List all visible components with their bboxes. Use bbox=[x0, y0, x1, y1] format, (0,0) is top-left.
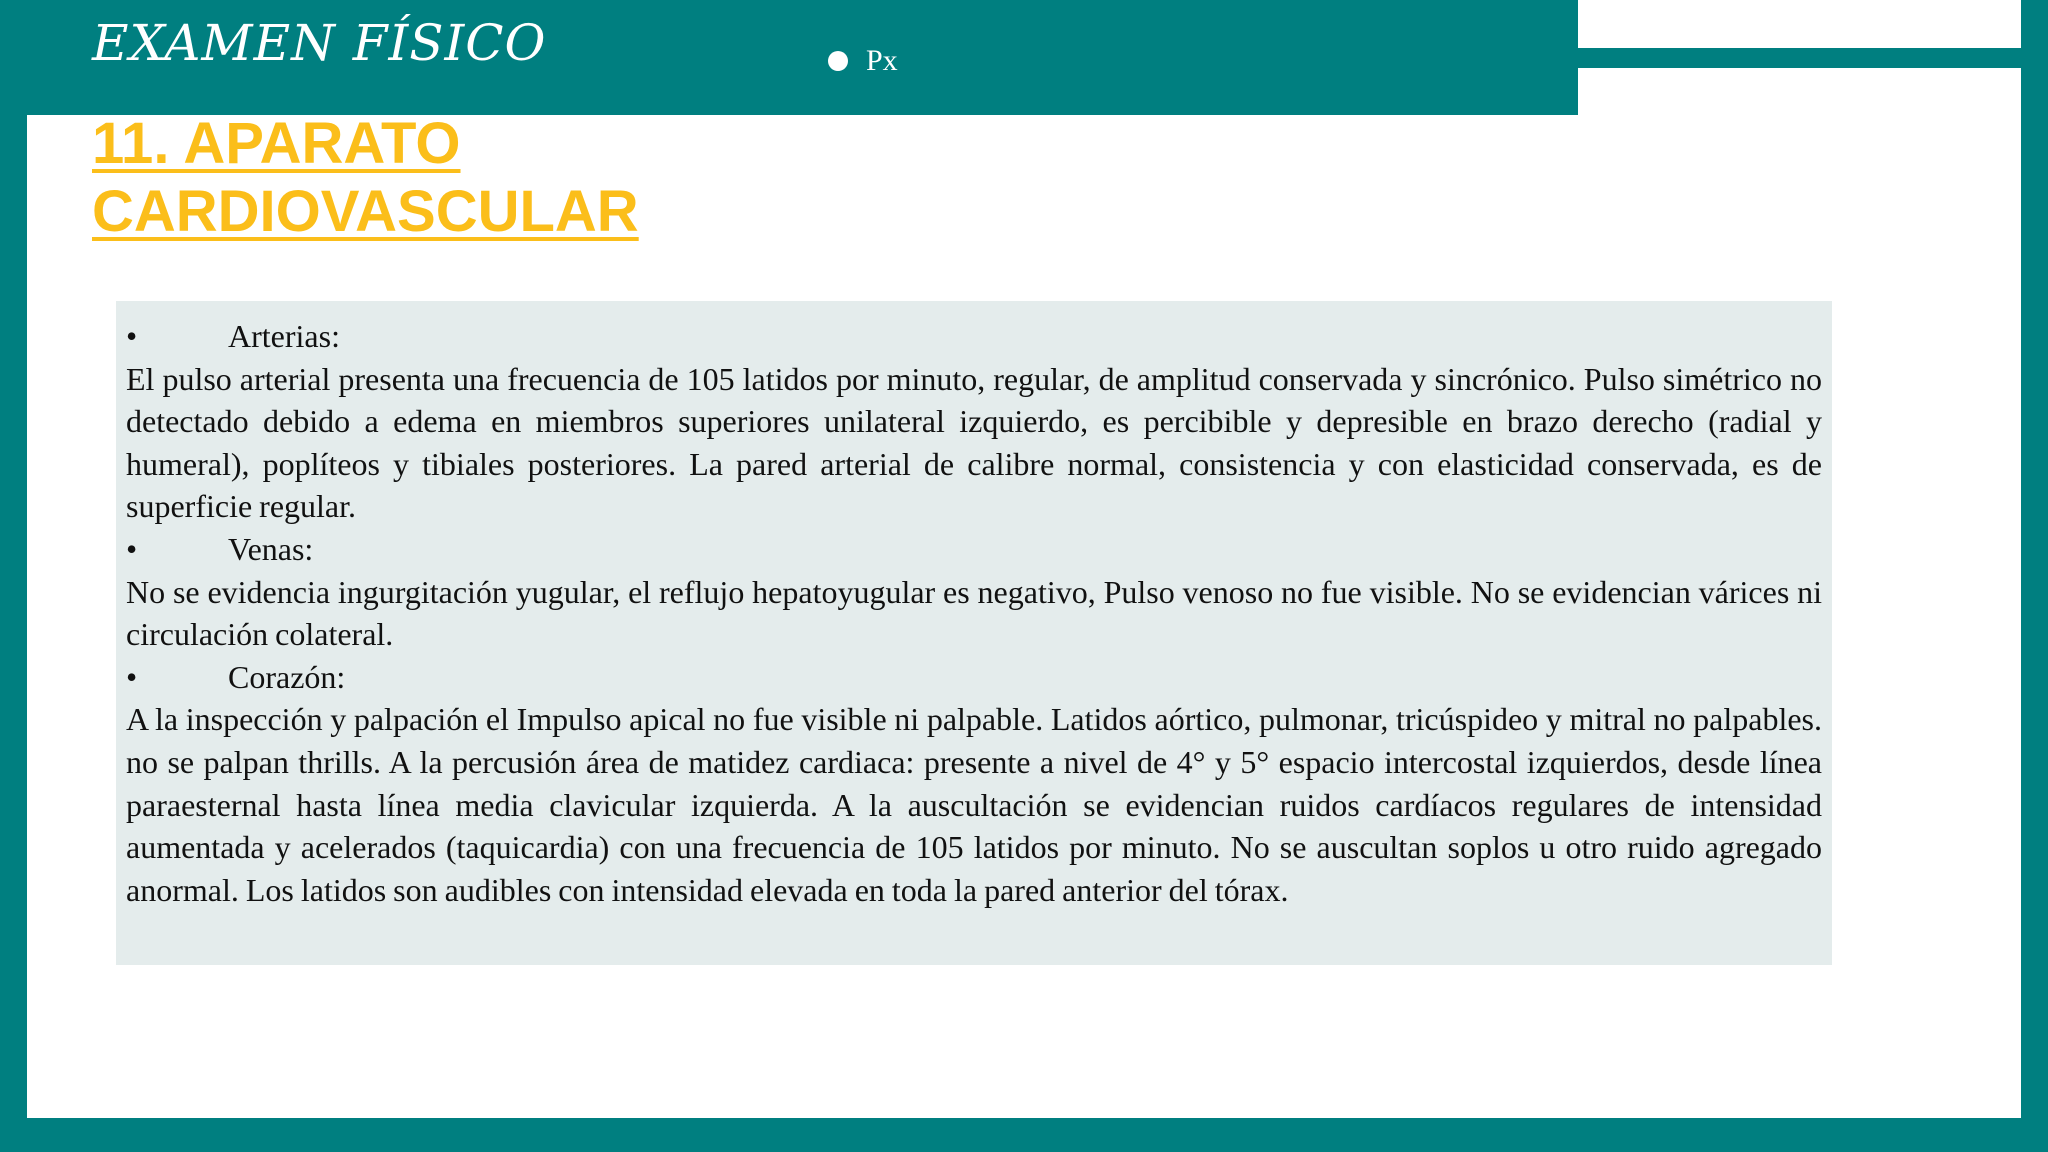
section-title-line2: CARDIOVASCULAR bbox=[92, 179, 639, 244]
header-label: Px bbox=[866, 44, 898, 77]
paragraph-arterias: El pulso arterial presenta una frecuencia de 105 latidos por minuto, regular, de amplitud conservada y sincrónico. Pulso simétrico no detectado debido a edema en miembros superiores unilateral izquierdo, es percibible y depresible en brazo derecho (radial y humeral), poplíteos y tibiales posteriores. La pared arterial de calibre normal, consistencia y con elasticidad conservada, es de superficie regular. bbox=[126, 360, 1822, 525]
bullet-item-venas bbox=[126, 528, 1822, 571]
section-title bbox=[92, 110, 639, 246]
frame-right-border bbox=[2021, 0, 2048, 1152]
header-bar bbox=[0, 0, 1578, 115]
paragraph-corazon: A la inspección y palpación el Impulso apical no fue visible ni palpable. Latidos aórtico, pulmonar, tricúspideo y mitral no palpables. no se palpan thrills. A la percusión área de matidez cardiaca: presente a nivel de 4° y 5° espacio intercostal izquierdos, desde línea paraesternal hasta línea media clavicular izquierda. A la auscultación se evidencian ruidos cardíacos regulares de intensidad aumentada y acelerados (taquicardia) con una frecuencia de 105 latidos por minuto. No se auscultan soplos u otro ruido agregado anormal. Los latidos son audibles con intensidad elevada en toda la pared anterior del tórax. bbox=[126, 701, 1822, 908]
bullet-icon: • bbox=[126, 530, 138, 567]
bullet-icon: • bbox=[126, 318, 138, 354]
frame-left-border bbox=[0, 0, 27, 1152]
paragraph-venas: No se evidencia ingurgitación yugular, el reflujo hepatoyugular es negativo, Pulso venoso no fue visible. No se evidencian várices ni circulación colateral. bbox=[126, 573, 1822, 653]
bullet-heading: Venas: bbox=[228, 530, 314, 567]
frame-bottom-border bbox=[0, 1118, 2048, 1152]
bullet-item-arterias bbox=[126, 315, 1822, 358]
bullet-heading: Corazón: bbox=[228, 658, 346, 695]
bullet-icon: • bbox=[126, 658, 138, 695]
header-title: EXAMEN FÍSICO bbox=[92, 14, 547, 72]
section-title-line1: 11. APARATO bbox=[92, 111, 461, 176]
bullet-item-corazon bbox=[126, 656, 1822, 699]
frame-top-right-strip bbox=[1578, 48, 2048, 68]
bullet-heading: Arterias: bbox=[228, 318, 340, 354]
content-box bbox=[116, 301, 1832, 965]
header-bullet-icon bbox=[828, 51, 848, 71]
